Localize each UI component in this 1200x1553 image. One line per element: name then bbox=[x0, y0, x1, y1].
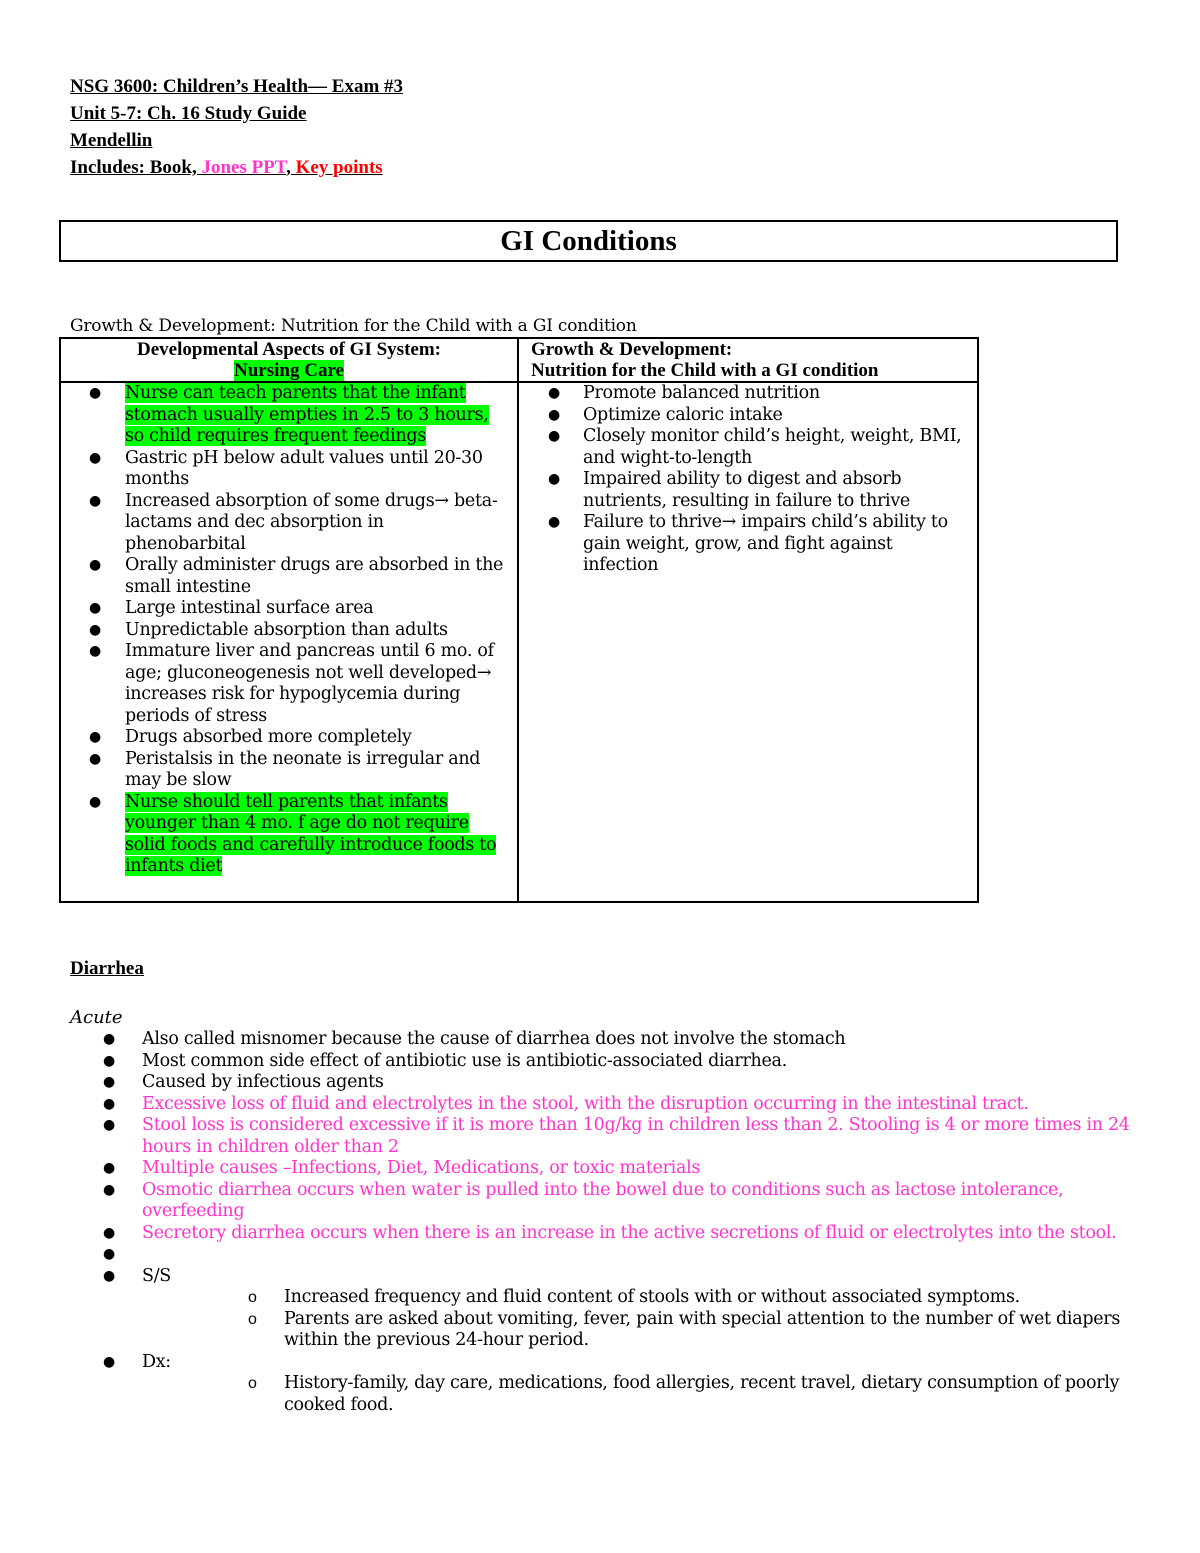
bullet-icon: ● bbox=[103, 1181, 115, 1198]
list-item: ● Promote balanced nutrition bbox=[548, 383, 820, 403]
list-item: ● Also called misnomer because the cause of diarrhea does not involve the stomach bbox=[103, 1029, 846, 1049]
bullet-icon: ● bbox=[103, 1224, 115, 1241]
diarrhea-list bbox=[70, 1029, 1130, 1416]
includes-separator: , bbox=[286, 157, 296, 178]
bullet-icon: ● bbox=[103, 1160, 115, 1176]
col2-list bbox=[519, 383, 977, 577]
list-item: ● Orally administer drugs are absorbed in the small intestine bbox=[89, 555, 504, 597]
list-item: ● Increased absorption of some drugs→ beta-lactams and dec absorption in phenobarbital bbox=[89, 490, 498, 554]
document-header bbox=[70, 73, 403, 181]
list-item: ● Optimize caloric intake bbox=[548, 404, 783, 425]
list-item: ● Excessive loss of fluid and electrolytes in the stool, with the disruption occurring in the intestinal tract. bbox=[103, 1093, 1029, 1114]
list-item: ● Failure to thrive→ impairs child’s ability to gain weight, grow, and fight against infection bbox=[548, 512, 948, 575]
bullet-icon: ● bbox=[89, 643, 101, 659]
bullet-icon: ● bbox=[89, 557, 101, 573]
bullet-icon: ● bbox=[89, 492, 101, 509]
dx-sublist bbox=[142, 1373, 1130, 1416]
col2-heading-line1: Growth & Development: bbox=[531, 339, 733, 360]
bullet-icon: ● bbox=[89, 729, 101, 745]
bullet-icon: ● bbox=[103, 1052, 115, 1069]
bullet-icon: ● bbox=[89, 793, 101, 810]
col1-heading bbox=[60, 338, 518, 382]
list-item: ● Immature liver and pancreas until 6 mo. of age; gluconeogenesis not well developed→ increases risk for hypoglycemia during periods of stress bbox=[89, 641, 494, 726]
unit-title: Unit 5-7: Ch. 16 Study Guide bbox=[70, 103, 307, 124]
bullet-icon: ● bbox=[548, 514, 560, 530]
list-item: ● Nurse should tell parents that infants younger than 4 mo. f age do not require solid foods and carefully introduce foods to infants diet bbox=[89, 791, 497, 876]
list-item: ● Osmotic diarrhea occurs when water is pulled into the bowel due to conditions such as lactose intolerance, overfeeding bbox=[103, 1179, 1064, 1221]
includes-key-points: Key points bbox=[295, 157, 383, 178]
bullet-icon: ● bbox=[103, 1031, 115, 1047]
bullet-icon: ● bbox=[548, 385, 560, 401]
sub-list-item: o Parents are asked about vomiting, fever, pain with special attention to the number of wet diapers within the previous 24-hour period. bbox=[248, 1308, 1121, 1350]
page-title: GI Conditions bbox=[59, 220, 1118, 262]
list-item: ● Secretory diarrhea occurs when there is an increase in the active secretions of fluid or electrolytes into the stool. bbox=[103, 1222, 1117, 1243]
diarrhea-heading: Diarrhea bbox=[70, 958, 144, 979]
col1-list bbox=[61, 383, 517, 878]
list-item: ● Gastric pH below adult values until 20-30 months bbox=[89, 447, 483, 489]
list-item: ● Caused by infectious agents bbox=[103, 1072, 384, 1092]
includes-prefix: Includes: Book, bbox=[70, 157, 202, 178]
col2-heading bbox=[518, 338, 978, 382]
bullet-icon: ● bbox=[89, 600, 101, 616]
bullet-icon: ● bbox=[89, 750, 101, 767]
list-item-empty bbox=[70, 1244, 1130, 1266]
sub-list-item: o Increased frequency and fluid content of stools with or without associated symptoms. bbox=[248, 1287, 1020, 1307]
bullet-icon: ● bbox=[103, 1246, 115, 1262]
col1-body bbox=[60, 382, 518, 902]
col2-heading-line2: Nutrition for the Child with a GI condition bbox=[531, 360, 879, 381]
list-item: ● Multiple causes –Infections, Diet, Medications, or toxic materials bbox=[103, 1158, 701, 1178]
list-item: ● Stool loss is considered excessive if it is more than 10g/kg in children less than 2. Stooling is 4 or more times in 24 hours in children older than 2 bbox=[103, 1115, 1130, 1157]
bullet-icon: ● bbox=[103, 1117, 115, 1133]
list-item: ● Large intestinal surface area bbox=[89, 598, 374, 618]
col1-heading-line1: Developmental Aspects of GI System: bbox=[137, 339, 441, 360]
author-name: Mendellin bbox=[70, 130, 153, 151]
list-item: ● Closely monitor child’s height, weight, BMI, and wight-to-length bbox=[548, 426, 962, 468]
list-item: ● Unpredictable absorption than adults bbox=[89, 619, 448, 640]
includes-jones-ppt: Jones PPT bbox=[201, 157, 287, 178]
list-item: ● Most common side effect of antibiotic use is antibiotic-associated diarrhea. bbox=[103, 1050, 787, 1071]
growth-development-table bbox=[59, 337, 979, 903]
circle-bullet-icon: o bbox=[248, 1375, 257, 1392]
includes-line bbox=[70, 154, 403, 181]
bullet-icon: ● bbox=[103, 1095, 115, 1112]
bullet-icon: ● bbox=[103, 1267, 115, 1284]
list-item: ● Dx: o History-family, day care, medications, food allergies, recent travel, dietary consumption of poorly cooked food. bbox=[70, 1352, 1130, 1417]
list-item: ● Drugs absorbed more completely bbox=[89, 727, 412, 747]
bullet-icon: ● bbox=[548, 406, 560, 423]
bullet-icon: ● bbox=[548, 428, 560, 444]
col1-heading-line2: Nursing Care bbox=[234, 360, 344, 381]
bullet-icon: ● bbox=[89, 449, 101, 466]
list-item: ● S/S o Increased frequency and fluid content of stools with or without associated symptoms. o Parents are asked about vomiting, fever, pain with special attention to the number of wet diapers within the previous 24-hour period. bbox=[70, 1266, 1130, 1352]
bullet-icon: ● bbox=[103, 1074, 115, 1090]
ss-sublist bbox=[142, 1287, 1130, 1352]
bullet-icon: ● bbox=[103, 1353, 115, 1370]
col2-body bbox=[518, 382, 978, 902]
bullet-icon: ● bbox=[89, 621, 101, 638]
course-title: NSG 3600: Children’s Health— Exam #3 bbox=[70, 76, 404, 97]
list-item: ● Impaired ability to digest and absorb nutrients, resulting in failure to thrive bbox=[548, 469, 910, 511]
bullet-icon: ● bbox=[548, 471, 560, 487]
acute-subheading: Acute bbox=[70, 1007, 123, 1028]
list-item: ● Nurse can teach parents that the infant stomach usually empties in 2.5 to 3 hours, so child requires frequent feedings bbox=[89, 383, 489, 446]
circle-bullet-icon: o bbox=[248, 1310, 257, 1328]
circle-bullet-icon: o bbox=[248, 1289, 257, 1306]
table-caption: Growth & Development: Nutrition for the Child with a GI condition bbox=[70, 316, 637, 336]
bullet-icon: ● bbox=[89, 385, 101, 401]
list-item: ● Peristalsis in the neonate is irregular and may be slow bbox=[89, 748, 481, 790]
sub-list-item: o History-family, day care, medications, food allergies, recent travel, dietary consumption of poorly cooked food. bbox=[248, 1373, 1120, 1415]
